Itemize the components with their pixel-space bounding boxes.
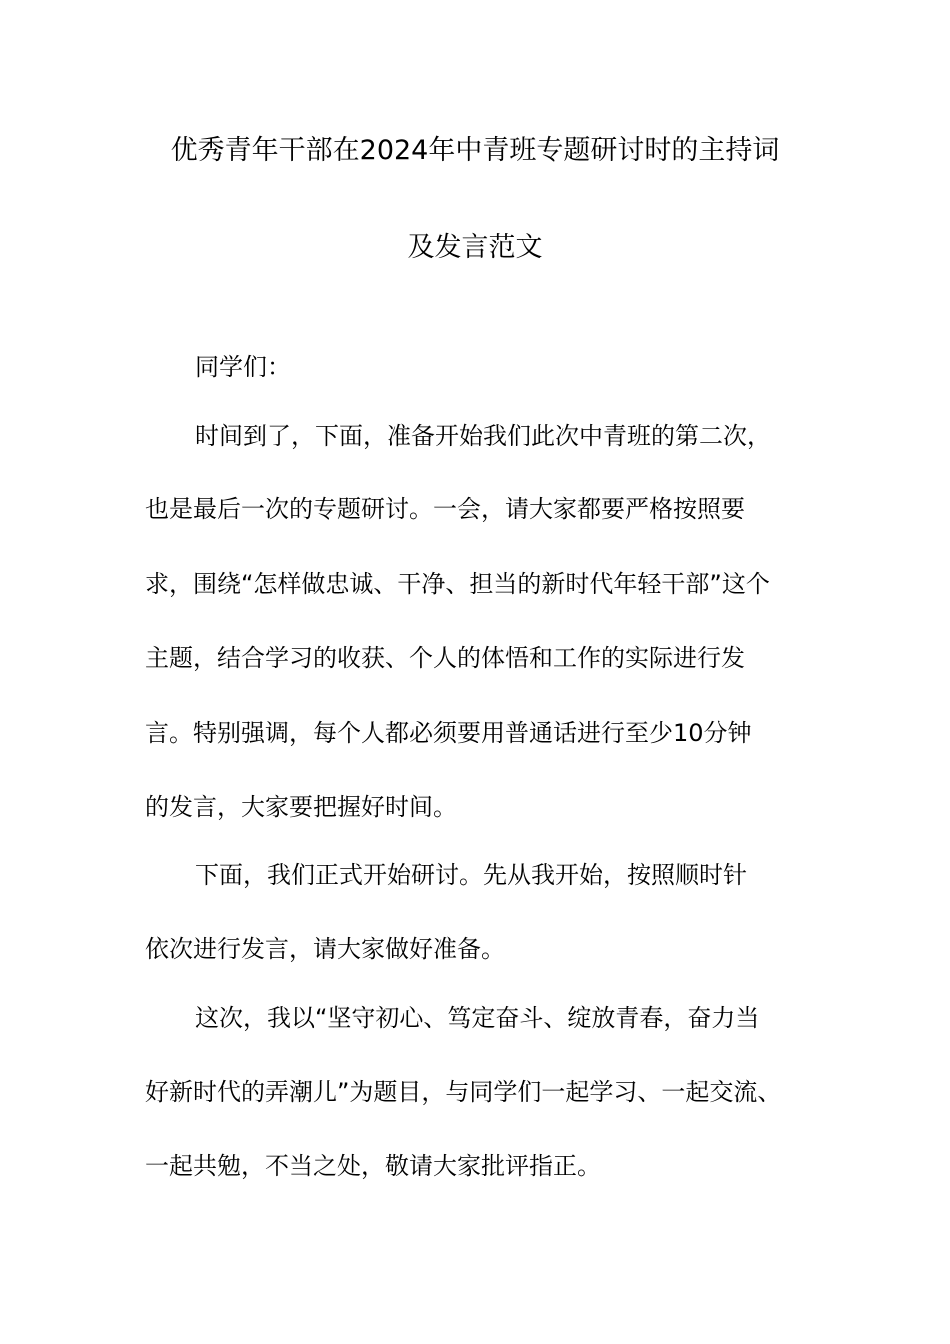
paragraph-2-line-2: 依次进行发言，请大家做好准备。	[145, 935, 505, 963]
paragraph-2-line-1: 下面，我们正式开始研讨。先从我开始，按照顺时针	[195, 861, 747, 889]
paragraph-1-line-1: 时间到了，下面，准备开始我们此次中青班的第二次，	[195, 422, 771, 450]
paragraph-1-line-6: 的发言，大家要把握好时间。	[145, 793, 457, 821]
paragraph-3-line-3: 一起共勉，不当之处，敬请大家批评指正。	[145, 1152, 601, 1180]
document-title-line-1: 优秀青年干部在2024年中青班专题研讨时的主持词	[170, 135, 780, 166]
paragraph-1-line-5: 言。特别强调，每个人都必须要用普通话进行至少10分钟	[145, 719, 752, 747]
paragraph-3-line-1: 这次，我以“坚守初心、笃定奋斗、绽放青春，奋力当	[195, 1004, 760, 1032]
paragraph-1-line-2: 也是最后一次的专题研讨。一会，请大家都要严格按照要	[145, 495, 745, 523]
salutation: 同学们：	[195, 353, 291, 381]
document-title-line-2: 及发言范文	[407, 232, 543, 263]
paragraph-1-line-3: 求，围绕“怎样做忠诚、干净、担当的新时代年轻干部”这个	[145, 570, 770, 598]
paragraph-1-line-4: 主题，结合学习的收获、个人的体悟和工作的实际进行发	[145, 644, 745, 672]
paragraph-3-line-2: 好新时代的弄潮儿”为题目，与同学们一起学习、一起交流、	[145, 1078, 782, 1106]
